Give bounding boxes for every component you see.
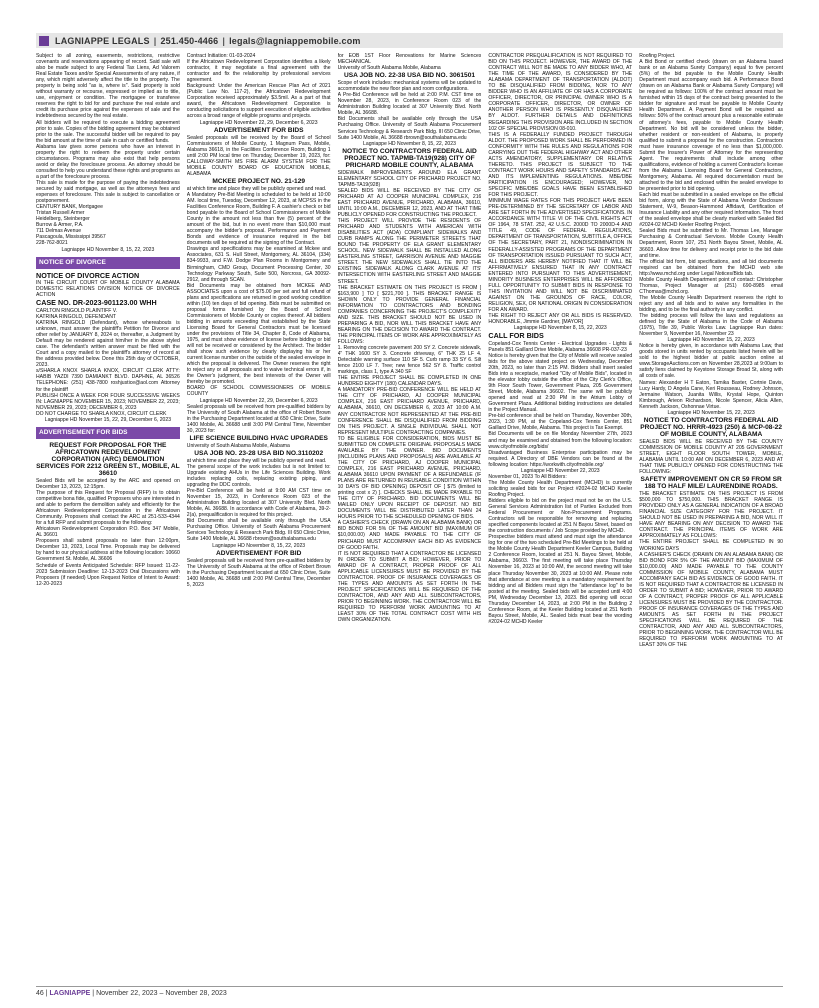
notice-heading: REQUEST FOR PROPOSAL FOR THE AFRICATOWN REDEVELOPMENT CORPORATION (ARC) DEMOLITION SERVICES FOR 2212 GREEN ST., MOBILE, AL 36610: [36, 441, 180, 477]
notice-paragraph: THIS IS A FEDERALLY FUNDED PROJECT THROUGH ALDOT. THE PROPOSED WORK SHALL BE PERFORMED IN CONFORMITY WITH THE RULES AND REGULATIONS FOR CARRYING OUT THE FEDERAL HIGHWAY ACT AND OTHER ACTS AMENDATORY, SUPPLEMENTARY OR RELATIVE THERETO. THIS PROJECT IS SUBJECT TO THE CONTRACT WORK HOURS AND SAFETY STANDARDS ACT AND ITS IMPLEMENTING REGULATIONS. MBE/DBE PARTICIPATION IS ENCOURAGED; HOWEVER, NO SPECIFIC MBE/DBE GOALS HAVE BEEN ESTABLISHED FOR THIS PROJECT.: [488, 131, 633, 199]
notice-paragraph: THE RIGHT TO REJECT ANY OR ALL BIDS IS RESERVED. HONORABLE, Jimmie Gardner, [MAYOR]: [488, 313, 633, 326]
legal-columns: [36, 53, 783, 988]
notice-paragraph: All bidders will be required to execute a bidding agreement prior to sale. Copies of the bidding agreement may be obtained prior to the sale. The successful bidder will be required to pay the bid amount at the time of sale in cash or certified funds.: [36, 119, 180, 144]
notice-paragraph: Africatown Redevelopment Corporation P.O. Box 347 Mobile, AL 36601: [36, 526, 180, 539]
run-dates: Lagniappe HD November 22, 29, December 6, 2023: [199, 119, 318, 126]
notice-paragraph: Scope of work includes: mechanical systems will be updated to accommodate the new floor plan and room configurations.: [337, 80, 482, 93]
section-header: LAGNIAPPE LEGALS | 251.450-4466 | legals@lagniappemobile.com: [36, 33, 783, 48]
notice-paragraph: THE BRACKET ESTIMATE ON THIS PROJECT IS FROM $500,000 TO $750,000. THIS BRACKET RANGE IS PROVIDED ONLY AS A GENERAL INDICATION OF A BROAD FINANCIAL SIZE CATEGORY FOR THE PROJECT. IT SHOULD NOT BE USED IN PREPARING A BID, NOR WILL IT HAVE ANY BEARING ON ANY DECISION TO AWARD THE CONTRACT. THE PRINCIPAL ITEMS OF WORK ARE APPROXIMATELY AS FOLLOWS:: [639, 491, 783, 540]
notice-paragraph: The official bid form, bid specifications, and all bid documents required can be obtained from the MCHD web site http://www.mchd.org under Legal Notices/Bids tab.: [639, 258, 783, 277]
run-dates: Lagniappe HD November 15, 22, 29, December 6, 2023: [44, 416, 172, 423]
column-4: [488, 53, 632, 988]
notice-paragraph: THIS PROJECT WILL PROVIDE THE RESIDENTS OF PRICHARD AND STUDENTS WITH AMERICAN WITH DISABILITIES ACT (ADA) COMPLIANT SIDEWALKS AND CURB RAMPS ALONG THE PERIMETER STREETS THAT BOUND THE PROPERTY OF ELA GRANT ELEMENTARY SCHOOL. NEW SIDEWALK SHALL BE INSTALLED ALONG EASTERLING STREET, GARRISON AVENUE AND MAGGIE STREET. THE NEW SIDEWALKS SHALL TIE INTO THE EXISTING SIDEWALK ALONG CLARK AVENUE AT ITS' INTERSECTION WITH EASTERLING STREET AND MAGGIE STREET.: [337, 218, 482, 285]
section-band: NOTICE OF DIVORCE: [36, 257, 180, 269]
contact-phone: 251.450-4466: [160, 35, 219, 46]
notice-paragraph: Names: Alexander H T Eaton, Tamika Baxter, Cortnie Davis, Lucy Hardy, D Angela Cane, Keri Rousseau, Rodney Johnson, Jermaine Watson, Juanita Willis, Krystal Hope, Quinton Kimbrough, Arieon Richardson, Nicole Spencer, Alicia Allen, Kenneth Jackson, Oshonnae Virtue.: [639, 379, 783, 410]
notice-paragraph: The Mobile County Health Department (MCHD) is currently soliciting sealed bids for our Project #2024-02 MCHD Keeler Roofing Project.: [488, 479, 633, 498]
notice-paragraph: SEALED BIDS WILL BE RECEIVED BY THE CITY OF PRICHARD AT AJ COOPER MUNICIPAL COMPLEX, 216 EAST PRICHARD AVENUE, PRICHARD, ALABAMA, 36610, UNTIL 10:00 A.M., DECEMBER 12, 2023, AND AT THAT TIME PUBLICLY OPENED FOR CONSTRUCTING THE PROJECT.: [337, 187, 482, 218]
notice-paragraph: Notice is hereby given, in accordance with Alabama Law, that goods stored in units rented by occupants listed herein will be sold to the highest bidder at public auction online at www.StorageAuctions.com on November 28,2023 at 9:00am to satisfy liens claimed by Keystone Storage Broad St, along with all costs of sale.: [639, 343, 783, 380]
notice-paragraph: Roofing Project.: [639, 53, 676, 59]
notice-paragraph: Bid Documents may be obtained from MCKEE AND ASSOCIATES upon a cost of $75.00 per set and full refund of plans and specifications are returned in good working condition within (10) ten days of bid opening. Bids must be submitted on proposal forms furnished by the Board of School Commissioners of Mobile County or copies thereof. All bidders bidding in amounts exceeding that established by the State Licensing Board for General Contractors must be licensed under the provisions of Title 34, Chapter 8, Code of Alabama, 1975, and must show evidence of license before bidding or bid will not be received or considered by the Architect. The bidder shall show such evidence by clearly displaying his or her current license number on the outside of the sealed envelope in which the proposal is delivered. The Owner reserves the right to reject any or all proposals and to waive technical errors if, in the Owner's judgment, the best interests of the Owner will thereby be promoted.: [186, 282, 331, 386]
notice-heading: NOTICE OF DIVORCE ACTION: [36, 270, 140, 280]
notice-paragraph: SEALED BIDS WILL BE RECEIVED BY THE COUNTY COMMISSION OF MOBILE COUNTY AT 205 GOVERNMENT STREET, EIGHT FLOOR SOUTH TOWER, MOBILE, ALABAMA UNTIL 10:00 AM ON DECEMBER 6, 2023 AND AT THAT TIME PUBLICLY OPENED FOR CONSTRUCTING THE FOLLOWING:: [639, 438, 783, 476]
notice-paragraph: A Mandatory Pre-Bid Meeting is scheduled to be held at 10:00 AM. local time, Tuesday, December 12, 2023, at MCPSS in the Facilities Conference Room, Building F. A cashier's check or bid bond payable to the Board of School Commissioners of Mobile County in the amount not less than five (5) percent of the amount of the bid, but in no event more than $10,000 must accompany the bidder's proposal. Performance and Payment Bonds and evidence of insurance required in the bid documents will be required at the signing of the Contract.: [186, 191, 331, 247]
notice-paragraph: Pascagoula, Mississippi 39567: [36, 234, 106, 241]
notice-paragraph: Bid Documents will be on file Monday November 27th, 2023 and may be examined and obtained from the following location: www.cityofmobile.org/bids/: [488, 431, 633, 450]
notice-paragraph: Pre-Bid Conference will be held at 9:00 AM CST time on November 15, 2023, in Conference Room 023 of the Administration Building located at 307 University Blvd. North Mobile, AL 36688. In accordance with Code of Alabama, 39-2-2(a), prequalification is required for this project.: [186, 488, 331, 519]
column-3: [338, 53, 482, 988]
section-band: ADVERTISEMENT FOR BIDS: [36, 427, 180, 439]
issue-dates: November 22, 2023 – November 28, 2023: [96, 990, 227, 997]
notice-paragraph: THE ENTIRE PROJECT SHALL BE COMPLETED IN ONE HUNDRED EIGHTY (180) CALENDAR DAYS.: [337, 375, 482, 388]
notice-paragraph: Each bid must be submitted in a sealed envelope on the official bid form, along with the State of Alabama Vendor Disclosure Statement, W-9, Beason-Hammond Affidavit, Certification of Insurance Liability and any other required information. The front of the sealed envelope shall be clearly marked with Sealed Bid #2024-02 MCHD Keeler Roofing Project.: [639, 192, 783, 229]
notice-paragraph: Bidders eligible to bid on the project must not be on the U.S. General Services Administration list of Parties Excluded from Federal Procurement or Non-Procurement Programs. Contractors will be responsible for removing and replacing specified components located at 251 N Bayou Street, based on the construction documents / Job Scope provided by MCHD.: [488, 497, 633, 535]
notice-paragraph: IN THE CIRCUIT COURT OF MOBILE COUNTY ALABAMA DOMESTIC RELATIONS DIVISION NOTICE OF DIVORCE ACTION: [36, 280, 180, 299]
notice-paragraph: Copeland-Cox Tennis Center - Electrical Upgrades - Lights & Panels 851 Gaillard Drive Mobile, Alabama 36608 PR-037-23: [488, 340, 633, 353]
notice-paragraph: PUBLISH ONCE A WEEK FOR FOUR SUCCESSIVE WEEKS IN: LAGNIAPPE NOVEMBER 15, 2023; NOVEMBER 22, 2023; NOVEMBER 29, 2023; DECEMBER 6, 2023: [36, 392, 180, 411]
run-dates: Lagniappe HD November 8, 15, 22, 2023: [513, 325, 607, 332]
run-dates: Lagniappe HD November 15, 22, 2023: [667, 409, 755, 416]
notice-paragraph: Mobile County Health Department point of contact: Christopher Thomas, Project Manager at (251) 690-8985 email CThomas@mchd.org.: [639, 276, 783, 295]
notice-paragraph: Subject to all zoning, easements, restrictions, restrictive covenants and reservations appearing of record. Said sale will also be made subject to any Federal Tax Liens, Ad Valorem Real Estate Taxes and/or Special Assessments of any nature, if any, which might adversely affect the title to the property. The property is being sold "as is, where is". Said property is sold without warranty or recourse, expressed or implied as to title, use, enjoyment or condition. The mortgagee or transferee reserves the right to bid for and purchase the real estate and credit its purchase price against the expenses of sale and the indebtedness secured by the real estate.: [36, 53, 180, 120]
notice-heading: NOTICE TO CONTRACTORS FEDERAL AID PROJECT NO. HRRR-4923 (250) & MCP-08-22 OF MOBILE COUNTY, ALABAMA: [640, 416, 782, 438]
run-dates: Lagniappe HD November 8, 15, 22, 2023: [61, 246, 155, 253]
notice-paragraph: s/SHARLA KNOX SHARLA KNOX, CIRCUIT CLERK ATTY: HABIB YAZDI 7390 DAMIANKT BLVD. DAPHNE, AL 36526 TELEPHONE: (251) 438-7800 roshjustice@aol.com Attorney for the plaintiff: [36, 368, 180, 393]
notice-paragraph: Sealed Bids will be accepted by the ARC and opened on December 13, 2023, 12:15pm.: [36, 477, 180, 490]
page-footer: 46 | LAGNIAPPE | November 22, 2023 – November 28, 2023: [36, 990, 227, 997]
notice-paragraph: Notice is hereby given that the City of Mobile will receive sealed bids for the above stated project on Wednesday, December 20th, 2023, no later than 2:15 PM. Bidders shall insert sealed Bids into a receptacle, marked "City of Mobile Bids", located in the elevator lobby outside the office of the City Clerk's Office, 9th Floor South Tower, Government Plaza, 205 Government Street, Mobile, Alabama 36602. The same will be publicly opened and read at 2:30 PM in the Atrium Lobby of Government Plaza. Additional bidding instructions are detailed in the Project Manual.: [488, 352, 633, 414]
notice-paragraph: Sealed proposals will be received from pre-qualified bidders by The University of South Alabama at the office of Robert Brown in the Purchasing Department located at 650 Clinic Drive, Suite 1400 Mobile, AL 36688 until 3:00 PM Central Time, November 30, 2023 for:: [186, 403, 331, 434]
notice-paragraph: If the Africatown Redevelopment Corporation identifies a likely contractor, it may negotiate a final agreement with the contractor and fix the relationship by professional services agreement.: [186, 59, 331, 84]
notice-heading: USA JOB NO. 23-28 USA BID NO.3110202: [194, 449, 324, 457]
notice-paragraph: Burrow & Armer, P.A.: [36, 222, 84, 229]
notice-heading: MCKEE PROJECT NO. 21-129: [212, 177, 306, 185]
notice-paragraph: University of South Alabama Mobile, Alabama: [186, 442, 290, 449]
notice-heading: CALL FOR BIDS: [488, 331, 544, 341]
notice-paragraph: 228-762-8021: [36, 240, 68, 247]
notice-paragraph: TO BE ELIGIBLE FOR CONSIDERATION, BIDS MUST BE SUBMITTED ON COMPLETE ORIGINAL PROPOSALS MADE AVAILABLE BY THE OWNER. BID DOCUMENTS (INCLUDING PLANS AND PROPOSALS) ARE AVAILABLE AT THE CITY OF PRICHARD, AJ COOPER MUNICIPAL COMPLEX, 216 EAST PRICHARD AVENUE, PRICHARD, ALABAMA 36610 UPON PAYMENT OF A REFUNDABLE (IF PLANS ARE RETURNED IN REUSABLE CONDITION WITHIN 10 DAYS OF BID OPENING) DEPOSIT OF [ $75 (limited to printing cost x 2) ]. CHECKS SHALL BE MADE PAYABLE TO THE CITY OF PRICHARD. BID DOCUMENTS WILL BE MAILED ONLY UPON RECEIPT OF DEPOSIT. NO BID DOCUMENTS WILL BE DISTRIBUTED LATER THAN 24 HOURS PRIOR TO THE SCHEDULED OPENING OF BIDS.: [337, 435, 482, 521]
notice-paragraph: A MANDATORY PRE-BID CONFERENCE WILL BE HELD AT THE CITY OF PRICHARD, AJ COOPER MUNICIPAL COMPLEX, 216 EAST PRICHARD AVENUE, PRICHARD, ALABAMA, 36610, ON DECEMBER 6, 2023 AT 10:00 A.M. ANY CONTRACTOR NOT REPRESENTED AT THE PRE-BID CONFERENCE SHALL BE DISQUALIFIED FROM BIDDING ON THIS PROJECT. A SINGLE INDIVIDUAL SHALL NOT REPRESENT MULTIPLE CONTRACTING COMPANIES.: [337, 387, 482, 436]
notice-paragraph: CONTRACTOR PREQUALIFICATION IS NOT REQUIRED TO BID ON THIS PROJECT. HOWEVER, THE AWARD OF THE CONTRACT WILL NOT BE MADE TO ANY BIDDER WHO, AT THE TIME OF THE AWARD, IS CONSIDERED BY THE ALABAMA DEPARTMENT OF TRANSPORTATION (ALDOT) TO BE DISQUALIFIED FROM BIDDING, NOR TO ANY BIDDER WHO IS AN AFFILIATE OF OR HAS A CORPORATE OFFICER, DIRECTOR, OR PRINCIPAL OWNER WHO IS A CORPORATE OFFICER, DIRECTOR, OR OWNER OF ANOTHER PERSON WHO IS PRESENTLY DISQUALIFIED BY ALDOT. FURTHER DETAILS AND DEFINITIONS REGARDING THIS PROVISION ARE INCLUDED IN SECTION 102 OF SPECIAL PROVISION 08-010.: [488, 53, 633, 132]
notice-paragraph: Sealed proposals will be received from pre-qualified bidders by The University of South Alabama at the office of Robert Brown in the Purchasing Department located at 650 Clinic Drive, Suite 1400 Mobile, AL 36688 until 2:00 PM Central Time, December 5, 2023: [186, 557, 331, 588]
notice-paragraph: Pre-bid conference shall be held on Thursday, November 30th, 2023, 1:30 PM, at the Copeland-Cox Tennis Center, 851 Gaillard Drive, Mobile, Alabama. This project is Tax Exempt.: [488, 413, 633, 432]
notice-paragraph: for EOB 1ST Floor Renovations for Marine Sciences MECHANICAL: [337, 53, 482, 66]
notice-paragraph: MINIMUM WAGE RATES FOR THIS PROJECT HAVE BEEN PRE-DETERMINED BY THE SECRETARY OF LABOR AND ARE SET FORTH IN THE ADVERTISED SPECIFICATIONS. IN ACCORDANCE WITH TITLE VI OF THE CIVIL RIGHTS ACT OF 1964, 78 STAT. 252, 42 U.S.C. 2000D TO 2000D-4 AND TITLE 49, CODE OF FEDERAL REGULATIONS, DEPARTMENT OF TRANSPORTATION, SUBTITLE A, OFFICE OF THE SECRETARY, PART 21, NONDISCRIMINATION IN FEDERALLY-ASSISTED PROGRAMS OF THE DEPARTMENT OF TRANSPORTATION ISSUED PURSUANT TO SUCH ACT, ALL BIDDERS ARE HEREBY NOTIFIED THAT IT WILL BE AFFIRMATIVELY ENSURED THAT IN ANY CONTRACT ENTERED INTO PURSUANT TO THIS ADVERTISEMENT, MINORITY BUSINESS ENTERPRISES WILL BE AFFORDED FULL OPPORTUNITY TO SUBMIT BIDS IN RESPONSE TO THIS INVITATION AND WILL NOT BE DISCRIMINATED AGAINST ON THE GROUNDS OF RACE, COLOR, RELIGION, SEX, OR NATIONAL ORIGIN IN CONSIDERATION FOR AN AWARD.: [488, 198, 633, 313]
notice-paragraph: KATRINA RINGOLD (Defendant), whose whereabouts is unknown, must answer the plaintiff's Petition for Divorce and other relief by JANUARY 8, 2024 or, thereafter, a Judgment by Default may be rendered against him/her in the above styled case. The defendant's written answer must be filed with the Court and a copy mailed to the plaintiff's attorney of record at the address provided below. Done this 25th day of OCTOBER, 2023.: [36, 320, 180, 369]
notice-paragraph: Bid Documents shall be available only through the USA Purchasing Office. University of South Alabama Procurement Services Technology & Research Park Bldg. III 650 Clinic Drive, Suite 1400 Mobile, AL 36688 rbrown@southalabama.edu: [186, 518, 331, 543]
notice-paragraph: at which time and place they will be publicly opened and read.: [186, 185, 327, 192]
notice-paragraph: Background: Under the American Rescue Plan Act of 2021 (Public Law No. 117-2), the Africatown Redevelopment Corporation received approximately $3.5mil. As a part of that award, the Africatown Redevelopment Corporation is conducting solicitations to support execution of eligible activities across a broad range of eligible programs and projects.: [186, 83, 331, 120]
column-1: [36, 53, 180, 988]
notice-paragraph: This sale is made for the purpose of paying the indebtedness secured by said mortgage, as well as the attorneys fees and expenses of foreclosure. This sale is subject to cancellation or postponement.: [36, 179, 180, 205]
notice-paragraph: The Mobile County Health Department reserves the right to reject any and all bids and to waive any formalities in the bidding, and to be the final authority in any conflict.: [639, 294, 783, 313]
notice-paragraph: IT IS NOT REQUIRED THAT A CONTRACTOR BE LICENSED IN ORDER TO SUBMIT A BID; HOWEVER, PRIOR TO AWARD OF A CONTRACT, PROPER PROOF OF ALL APPLICABLE LICENSURES MUST BE PROVIDED BY THE CONTRACTOR. PROOF OF INSURANCE COVERAGES OF THE TYPES AND AMOUNTS AS SET FORTH IN THE PROJECT SPECIFICATIONS WILL BE REQUIRED OF THE CONTRACTOR, AND ANY AND ALL SUBCONTRACTORS, PRIOR TO BEGINNING WORK. THE CONTRACTOR WILL BE REQUIRED TO PERFORM WORK AMOUNTING TO AT LEAST 30% OF THE TOTAL CONTRACT COST WITH HIS OWN ORGANIZATION.: [337, 550, 482, 624]
column-2: [187, 53, 331, 988]
section-title: LAGNIAPPE LEGALS: [55, 35, 150, 46]
notice-paragraph: CENTURY BANK, Mortgagee: [36, 204, 103, 211]
notice-paragraph: The purpose of this Request for Proposal (RFP) is to obtain competitive bona fide, qualified Proposers who are interested in and able to perform the demolition safely and efficiently for the Africatown Redevelopment Corporation in the Africatown Community. Proposers shall contact the ARC at 251-533-4344 for a full RFP and submit proposals to the following:: [36, 489, 180, 527]
notice-paragraph: BOARD OF SCHOOL COMMISSIONERS OF MOBILE COUNTY: [186, 385, 331, 398]
notice-paragraph: The general scope of the work includes but is not limited to: Upgrade existing AHUs in the Life Sciences Building. Work includes replacing coils, replacing existing piping, and upgrading the DDC controls.: [186, 463, 331, 489]
notice-paragraph: Proposers shall submit proposals no later than 12:00pm, December 13, 2023, Local Time. Proposals may be delivered by hand to our physical address at the following location: 10660 Government St. Mobile, AL 36606: [36, 538, 180, 563]
run-dates: Lagniappe HD November 15, 22, 2023: [667, 337, 755, 344]
notice-paragraph: at which time and place they will be publicly opened and read.: [186, 457, 327, 464]
notice-paragraph: A Bid Bond or certified check (drawn on an Alabama based bank or an Alabama Surety Company) equal to five percent (5%) of the bid payable to the Mobile County Health Department must accompany each bid. A Performance Bond (drawn on an Alabama Bank or Alabama Surety Company) will be required as follows: 100% of the contract amount must be furnished within 15 days of the contract being presented to the bidder for signature and must be payable to Mobile County Health Department. A Payment Bond will be required as follows: 50% of the contract amount plus a reasonable estimate of attorney's fees, payable to Mobile County Health Department. No bid will be considered unless the bidder, whether resident or non-resident of Alabama, is properly qualified to submit a proposal for the construction. Contractors must have insurance coverage of no less than $1,000,000. Submit the Insurer's Power of Attorney for the representing Agent. The requirements shall include among other qualifications, evidence of holding a current Contractor's license from the Alabama Licensing Board for General Contractors, Montgomery, Alabama. All required documentation must be attached to the bid and enclosed within the sealed envelope to be presented prior to bid opening.: [639, 59, 783, 193]
notice-paragraph: CARLTON RINGOLD PLAINTIFF V.: [36, 307, 118, 314]
footer-rule: [36, 986, 783, 987]
notice-paragraph: A CASHIER'S CHECK (DRAWN ON AN ALABAMA BANK) OR BID BOND FOR 5% OF THE AMOUNT BID (MAXIMUM OF $10,000.00) AND MADE PAYABLE TO THE CITY OF PRICHARD MUST ACCOMPANY EACH BID AS EVIDENCE OF GOOD FAITH.: [337, 520, 482, 551]
notice-paragraph: A Pre-Bid Conference will be held at 2:00 P.M. CST time on November 28, 2023, in Conference Room 023 of the Administration Building located at 307 University Blvd. North Mobile, AL 36688.: [337, 92, 482, 117]
notice-paragraph: Tristan Russell Armer: [36, 210, 85, 217]
notice-paragraph: Heidelberg, Steinberger: [36, 216, 90, 223]
notice-paragraph: Contract Initiation: 01-03-2024: [186, 53, 256, 59]
notice-heading: ADVERTISEMENT FOR BID: [216, 549, 302, 557]
notice-paragraph: Alabama law gives some persons who have an interest in property the right to redeem the property under certain circumstances. Programs may also exist that help persons avoid or delay the foreclosure process. An attorney should be consulted to help you understand these rights and programs as a part of the foreclosure process.: [36, 143, 180, 180]
page-number: 46: [36, 990, 44, 997]
notice-heading: LIFE SCIENCE BUILDING HVAC UPGRADES: [189, 434, 328, 442]
notice-paragraph: Bid Documents shall be available only through the USA Purchasing Office. University of South Alabama Procurement Services Technology & Research Park Bldg. III 650 Clinic Drive, Suite 1400 Mobile, AL 36688 rbrown@southalabama.edu: [337, 116, 482, 141]
notice-heading: NOTICE TO CONTRACTORS FEDERAL AID PROJECT NO. TAPMB-TA19(928) CITY OF PRICHARD MOBILE COUNTY, ALABAMA: [342, 147, 477, 169]
column-5: [639, 53, 783, 988]
notice-paragraph: 1. Removing concrete pavement 200 SY 2. Concrete sidewalk, 4" THK 1600 SY 3. Concrete driveway, 6" THK 25 LF 4. Detectable warning surface 110 SF 5. Curb ramp 33 SY 6. Silt fence 2100 LF 7. Tree; new fence 562 SY 8. Traffic control markings, class 1, type A 340 SF: [337, 345, 482, 376]
notice-paragraph: Prospective bidders must attend and must sign the attendance log for one of the two scheduled Pre-Bid Meetings to be held at the Mobile County Health Department Keeler Campus, Building 2 Conference Room, located at 251 N. Bayou Street, Mobile, Alabama, 36603. The first meeting will take place Thursday November 16, 2023 at 10:00 AM, the second meeting will take place Thursday November 30, 2023 at 10:00 AM. Please note that attendance at one meeting is a mandatory requirement for bidding and all Bidders must sign the "attendance log" to be posted at the meeting. Sealed bids will be accepted until 4:00 PM, Wednesday December 13, 2023. Bid opening will occur Thursday December 14, 2023, at 2:00 PM in the Building 2 Conference Room, at the Keeler Building located at 251 North Bayou Street, Mobile, AL. Sealed bids must bear the wording #2024-02 MCHD Keeler: [488, 534, 633, 625]
run-dates: Lagniappe HD November 22, 2023: [520, 467, 600, 474]
notice-paragraph: KATRINA RINGOLD, DEFENDANT: [36, 313, 116, 320]
notice-paragraph: Sealed Bids must be submitted to Mr. Thomas Lee, Manager Purchasing & Contractual Services. Mobile County Health Department, Room 107, 251 North Bayou Street, Mobile, AL 36603. Allow time for delivery and receipt prior to the bid date and time.: [639, 228, 783, 259]
notice-paragraph: THE BRACKET ESTIMATE ON THIS PROJECT IS FROM [ $163,900 ] TO [ $221,700 ]. THIS BRACKET RANGE IS SHOWN ONLY TO PROVIDE GENERAL FINANCIAL INFORMATION TO CONTRACTORS AND BONDING COMPANIES CONCERNING THE PROJECT'S COMPLEXITY AND SIZE. THIS BRACKET SHOULD NOT BE USED IN PREPARING A BID, NOR WILL THIS BRACKET HAVE ANY BEARING ON THE DECISION TO AWARD THE CONTRACT. THE PRINCIPAL ITEMS OF WORK ARE APPROXIMATELY AS FOLLOWS:: [337, 284, 482, 345]
notice-paragraph: SIDEWALK IMPROVEMENTS AROUND ELA GRANT ELEMENTARY SCHOOL CITY OF PRICHARD PROJECT NO. TAPMB-TA19(928): [337, 169, 482, 188]
notice-paragraph: DO NOT CHARGE TO SHARLA KNOX, CIRCUIT CLERK: [36, 410, 167, 417]
run-dates: Lagniappe HD November 8, 15, 22, 2023: [363, 140, 456, 147]
notice-heading: ADVERTISEMENT FOR BIDS: [213, 126, 304, 134]
run-dates: Lagniappe HD November 8, 15, 22, 2023: [212, 542, 306, 549]
brand-square-icon: [39, 36, 49, 46]
run-dates: Lagniappe HD November 22, 29, December 6, 2023: [199, 397, 318, 404]
notice-paragraph: A CASHIER'S CHECK (DRAWN ON AN ALABAMA BANK) OR BID BOND FOR 5% OF THE AMOUNT BID (MAXIMUM OF $10,000.00) AND MADE PAYABLE TO THE COUNTY COMMISSION OF MOBILE COUNTY, ALABAMA MUST ACCOMPANY EACH BID AS EVIDENCE OF GOOD FAITH. IT IS NOT REQUIRED THAT A CONTRACTOR BE LICENSED IN ORDER TO SUBMIT A BID; HOWEVER, PRIOR TO AWARD OF A CONTRACT, PROPER PROOF OF ALL APPLICABLE LICENSURES MUST BE PROVIDED BY THE CONTRACTOR. PROOF OF INSURANCE COVERAGES OF THE TYPES AND AMOUNTS AS SET FORTH IN THE PROJECT SPECIFICATIONS WILL BE REQUIRED OF THE CONTRACTOR, AND ANY AND ALL SUBCONTRACTORS, PRIOR TO BEGINNING WORK. THE CONTRACTOR WILL BE REQUIRED TO PERFORM WORK AMOUNTING TO AT LEAST 30% OF THE: [639, 551, 783, 649]
notice-paragraph: 711 Delmas Avenue: [36, 228, 82, 235]
publication-name: LAGNIAPPE: [49, 990, 91, 997]
notice-paragraph: Schedule of Events Anticipated Schedule: RFP Issued: 11-22-2023 Submission Deadline: 12-13-2023 Oral Discussions with Proposers (if needed) Upon Request Notice of Intent to Award: 12-20-2023: [36, 562, 180, 587]
contact-email[interactable]: legals@lagniappemobile.com: [229, 35, 361, 46]
notice-paragraph: Drawings and specifications may be examined at Mckee and Associates, 631 S. Hull Street, Montgomery, AL 36104, (334) 834-9933, and F.W. Dodge Plan Rooms in Montgomery and Birmingham, CMD Group, Document Processing Center, 30 Technology Parkway South, Suite 500, Norcross, GA 30092-2912, and through SCAN.: [186, 246, 331, 283]
notice-paragraph: Disadvantaged Business Enterprise participation may be required. A Directory of DBE Vendors can be found at the following location: https://workwith.cityofmobile.org/: [488, 449, 633, 468]
notice-paragraph: Sealed proposals will be received by the Board of School Commissioners of Mobile County, 1 Magnum Pass, Mobile, Alabama 36618, in the Facilities Conference Room, Building 1 until 2:00 PM local time on Thursday, December 19, 2023, for: CALLOWAY-SMITH MS FIRE ALARM SYSTEM FOR THE MOBILE COUNTY BOARD OF EDUCATION MOBILE, ALABAMA: [186, 134, 331, 177]
notice-heading: USA JOB NO. 22-38 USA BID NO. 3061501: [343, 72, 476, 80]
notice-paragraph: University of South Alabama Mobile, Alabama: [337, 65, 441, 72]
notice-paragraph: November 01, 2023 To All Bidders:: [488, 473, 567, 480]
notice-paragraph: The bidding process will follow the laws and regulations as defined by the State of Alabama in the Code of Alabama (1975), Title 39, Public Works Law. Lagniappe Run dates: November 9, November 16, November 23: [639, 313, 783, 338]
notice-heading: CASE NO. DR-2023-901123.00 WHH: [36, 298, 157, 308]
notice-heading: SAFETY IMPROVEMENT ON CR 59 FROM SR 188 TO HALF MILE/ LAURENDINE ROADS.: [640, 476, 782, 491]
notice-paragraph: THE ENTIRE PROJECT SHALL BE COMPLETED IN 90 WORKING DAYS: [639, 539, 783, 552]
